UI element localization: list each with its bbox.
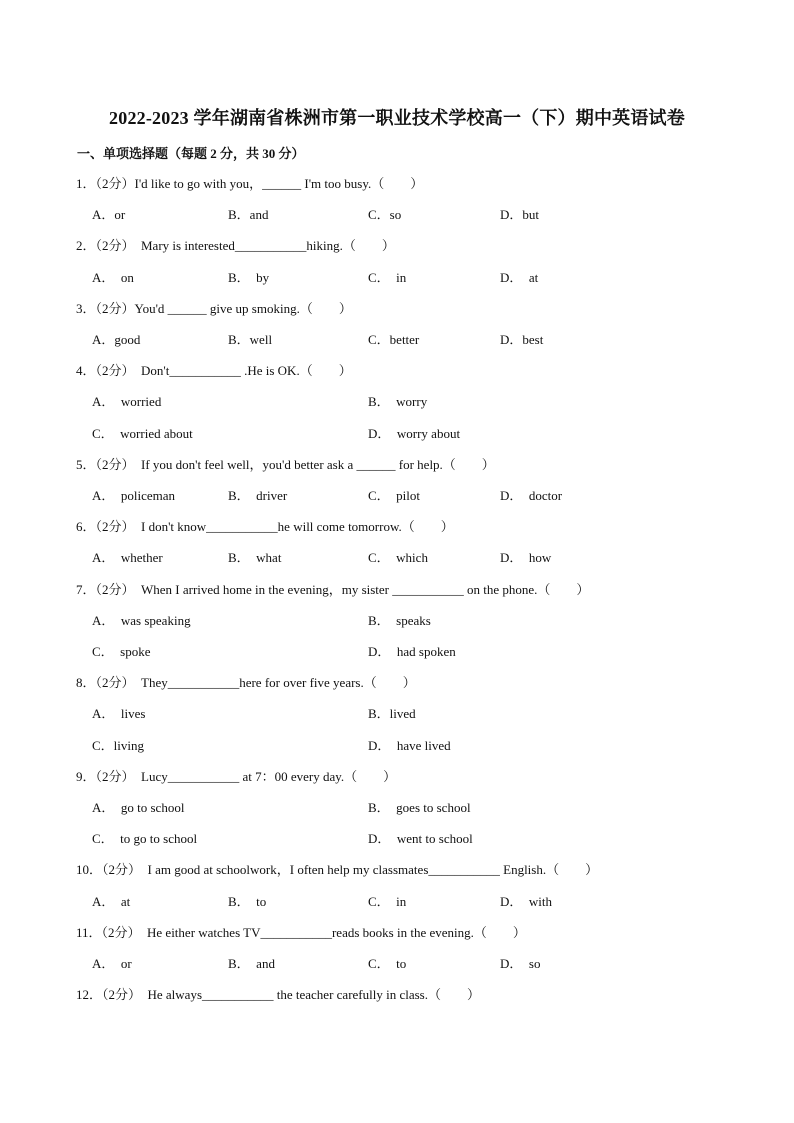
- question-10-option-a[interactable]: A． at: [92, 894, 131, 909]
- question-10-option-b[interactable]: B． to: [228, 894, 267, 909]
- question-6-option-b[interactable]: B． what: [228, 550, 282, 565]
- question-3-option-a[interactable]: A．good: [92, 332, 141, 347]
- question-7-option-c[interactable]: C． spoke: [92, 644, 151, 659]
- question-1-option-c[interactable]: C．so: [368, 207, 402, 222]
- question-4-option-a[interactable]: A． worried: [92, 394, 162, 409]
- exam-title: 2022-2023 学年湖南省株洲市第一职业技术学校高一（下）期中英语试卷: [109, 108, 685, 128]
- question-4-option-b[interactable]: B． worry: [368, 394, 428, 409]
- question-1-option-d[interactable]: D．but: [500, 207, 540, 222]
- question-9-option-a[interactable]: A． go to school: [92, 800, 185, 815]
- question-4-option-c[interactable]: C． worried about: [92, 426, 193, 441]
- question-12-stem: 12．（2分） He always___________ the teacher carefully in class.（ ）: [76, 987, 480, 1002]
- question-1-stem: 1．（2分）I'd like to go with you，______ I'm too busy.（ ）: [76, 176, 424, 191]
- question-11-option-d[interactable]: D． so: [500, 956, 541, 971]
- question-6-option-a[interactable]: A． whether: [92, 550, 163, 565]
- question-8-stem: 8．（2分） They___________here for over five years.（ ）: [76, 675, 416, 690]
- question-2-option-c[interactable]: C． in: [368, 270, 407, 285]
- question-3-option-d[interactable]: D．best: [500, 332, 544, 347]
- question-10-option-c[interactable]: C． in: [368, 894, 407, 909]
- question-2-option-b[interactable]: B． by: [228, 270, 270, 285]
- question-5-option-d[interactable]: D． doctor: [500, 488, 563, 503]
- section-heading: 一、单项选择题（每题 2 分，共 30 分）: [77, 146, 305, 161]
- question-7-stem: 7．（2分） When I arrived home in the evening，my sister ___________ on the phone.（ ）: [76, 582, 590, 597]
- question-3-stem: 3．（2分）You'd ______ give up smoking.（ ）: [76, 301, 352, 316]
- question-7-option-d[interactable]: D． had spoken: [368, 644, 456, 659]
- question-2-stem: 2．（2分） Mary is interested___________hiking.（ ）: [76, 238, 395, 253]
- question-5-option-b[interactable]: B． driver: [228, 488, 288, 503]
- question-1-option-a[interactable]: A．or: [92, 207, 126, 222]
- question-11-stem: 11．（2分） He either watches TV___________reads books in the evening.（ ）: [76, 925, 526, 940]
- question-3-option-c[interactable]: C．better: [368, 332, 420, 347]
- question-8-option-d[interactable]: D． have lived: [368, 738, 451, 753]
- question-8-option-a[interactable]: A． lives: [92, 706, 146, 721]
- question-10-stem: 10．（2分） I am good at schoolwork，I often help my classmates___________ English.（ ）: [76, 862, 599, 877]
- question-4-stem: 4．（2分） Don't___________ .He is OK.（ ）: [76, 363, 352, 378]
- question-8-option-c[interactable]: C．living: [92, 738, 145, 753]
- question-9-option-b[interactable]: B． goes to school: [368, 800, 471, 815]
- question-5-stem: 5．（2分） If you don't feel well，you'd better ask a ______ for help.（ ）: [76, 457, 495, 472]
- question-11-option-a[interactable]: A． or: [92, 956, 132, 971]
- question-7-option-b[interactable]: B． speaks: [368, 613, 431, 628]
- question-6-option-c[interactable]: C． which: [368, 550, 428, 565]
- question-2-option-a[interactable]: A． on: [92, 270, 134, 285]
- question-2-option-d[interactable]: D． at: [500, 270, 539, 285]
- question-3-option-b[interactable]: B．well: [228, 332, 273, 347]
- question-7-option-a[interactable]: A． was speaking: [92, 613, 191, 628]
- question-10-option-d[interactable]: D． with: [500, 894, 553, 909]
- question-8-option-b[interactable]: B．lived: [368, 706, 416, 721]
- question-6-stem: 6．（2分） I don't know___________he will come tomorrow.（ ）: [76, 519, 454, 534]
- question-4-option-d[interactable]: D． worry about: [368, 426, 461, 441]
- question-9-stem: 9．（2分） Lucy___________ at 7：00 every day.（ ）: [76, 769, 397, 784]
- question-5-option-a[interactable]: A． policeman: [92, 488, 176, 503]
- question-5-option-c[interactable]: C． pilot: [368, 488, 421, 503]
- question-1-option-b[interactable]: B．and: [228, 207, 269, 222]
- question-11-option-b[interactable]: B． and: [228, 956, 275, 971]
- question-11-option-c[interactable]: C． to: [368, 956, 407, 971]
- question-9-option-d[interactable]: D． went to school: [368, 831, 473, 846]
- question-9-option-c[interactable]: C． to go to school: [92, 831, 198, 846]
- question-6-option-d[interactable]: D． how: [500, 550, 552, 565]
